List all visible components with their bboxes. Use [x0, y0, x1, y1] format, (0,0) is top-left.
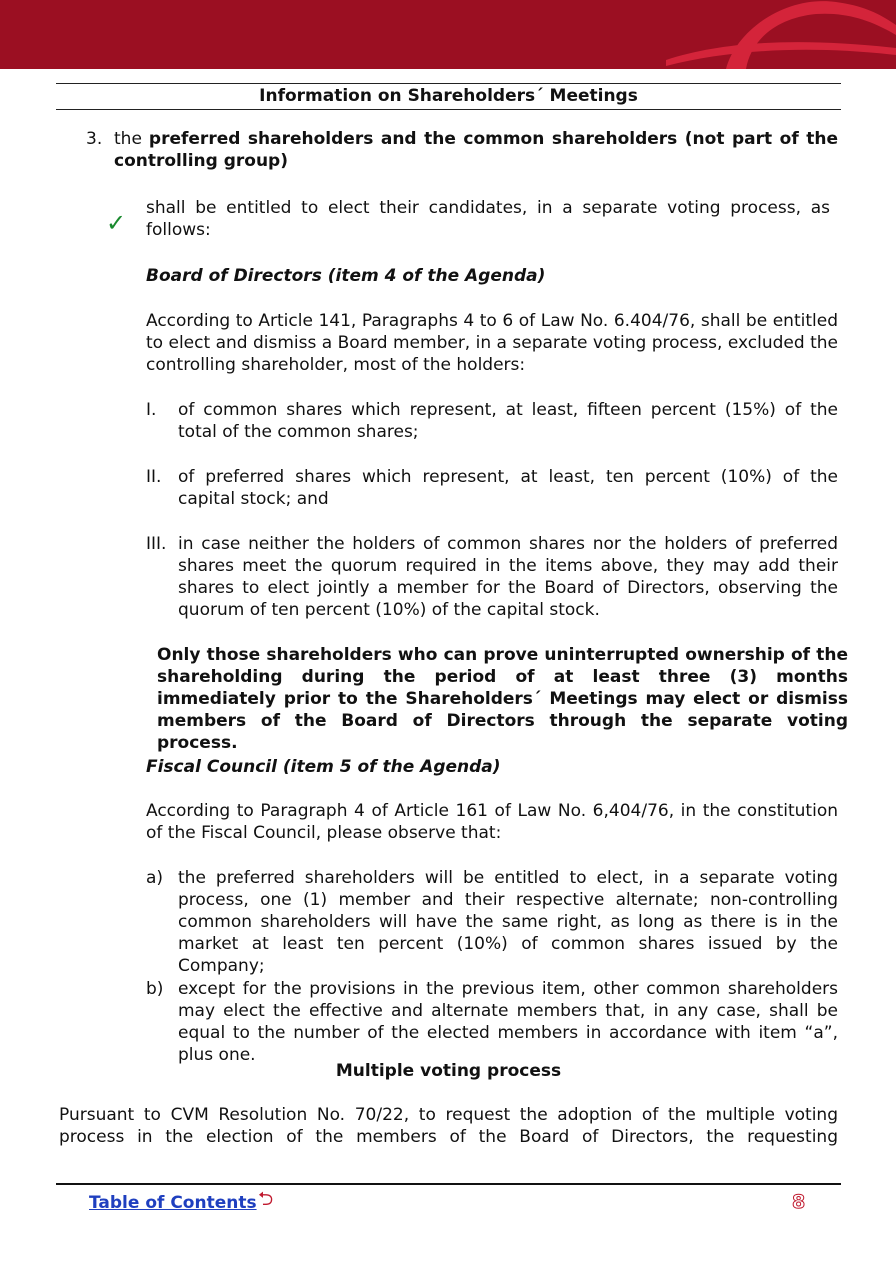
- header-top-rule: [56, 83, 841, 84]
- list-item: of common shares which represent, at least, fifteen percent (15%) of the total of the common shares;: [178, 400, 838, 442]
- page-section-title: Information on Shareholders´ Meetings: [259, 86, 638, 106]
- list-marker: I.: [146, 400, 157, 420]
- multiple-voting-heading: Multiple voting process: [335, 1061, 562, 1081]
- intro-paragraph: shall be entitled to elect their candidates, in a separate voting process, as follows:: [146, 198, 830, 240]
- board-paragraph: According to Article 141, Paragraphs 4 to 6 of Law No. 6.404/76, shall be entitled to elect and dismiss a Board member, in a separate voting process, excluded the controlling shareholder, most of the holders:: [146, 311, 838, 375]
- board-heading: Board of Directors (item 4 of the Agenda): [146, 266, 546, 286]
- list-marker: II.: [146, 467, 162, 487]
- header-banner: [0, 0, 896, 69]
- footer-rule: [56, 1183, 841, 1185]
- fiscal-heading: Fiscal Council (item 5 of the Agenda): [146, 757, 501, 777]
- list-marker: a): [146, 868, 164, 888]
- list-item: except for the provisions in the previous item, other common shareholders may elect the effective and alternate members that, in any case, shall be equal to the number of the elected members in accordance with item “a”, plus one.: [178, 979, 838, 1065]
- page-number: 8: [792, 1191, 806, 1213]
- multiple-voting-paragraph: Pursuant to CVM Resolution No. 70/22, to request the adoption of the multiple voting process in the election of the members of the Board of Directors, the requesting: [59, 1105, 838, 1147]
- item-3-prefix: the: [114, 129, 142, 149]
- item-3-text: [114, 128, 838, 172]
- check-icon: ✓: [106, 209, 127, 237]
- list-item: of preferred shares which represent, at least, ten percent (10%) of the capital stock; and: [178, 467, 838, 509]
- list-item: in case neither the holders of common shares nor the holders of preferred shares meet the quorum required in the items above, they may add their shares to elect jointly a member for the Board of Directors, observing the quorum of ten percent (10%) of the capital stock.: [178, 534, 838, 620]
- table-of-contents-link[interactable]: Table of Contents: [89, 1193, 257, 1213]
- board-notice: Only those shareholders who can prove uninterrupted ownership of the shareholding during the period of at least three (3) months immediately prior to the Shareholders´ Meetings may elect or dismiss members of the Board of Directors through the separate voting process.: [157, 645, 848, 753]
- return-arrow-icon[interactable]: ⮌: [258, 1188, 274, 1210]
- list-item: the preferred shareholders will be entitled to elect, in a separate voting process, one (1) member and their respective alternate; non-controlling common shareholders will have the same right, as long as there is in the market at least ten percent (10%) of common shares issued by the Company;: [178, 868, 838, 976]
- list-marker: III.: [146, 534, 167, 554]
- list-marker: b): [146, 979, 164, 999]
- item-3-bold-text: preferred shareholders and the common shareholders (not part of the controlling group): [114, 129, 838, 171]
- brand-swoosh-icon: [666, 0, 896, 69]
- fiscal-paragraph: According to Paragraph 4 of Article 161 of Law No. 6,404/76, in the constitution of the Fiscal Council, please observe that:: [146, 801, 838, 843]
- header-bottom-rule: [56, 109, 841, 110]
- item-number: 3.: [86, 129, 103, 149]
